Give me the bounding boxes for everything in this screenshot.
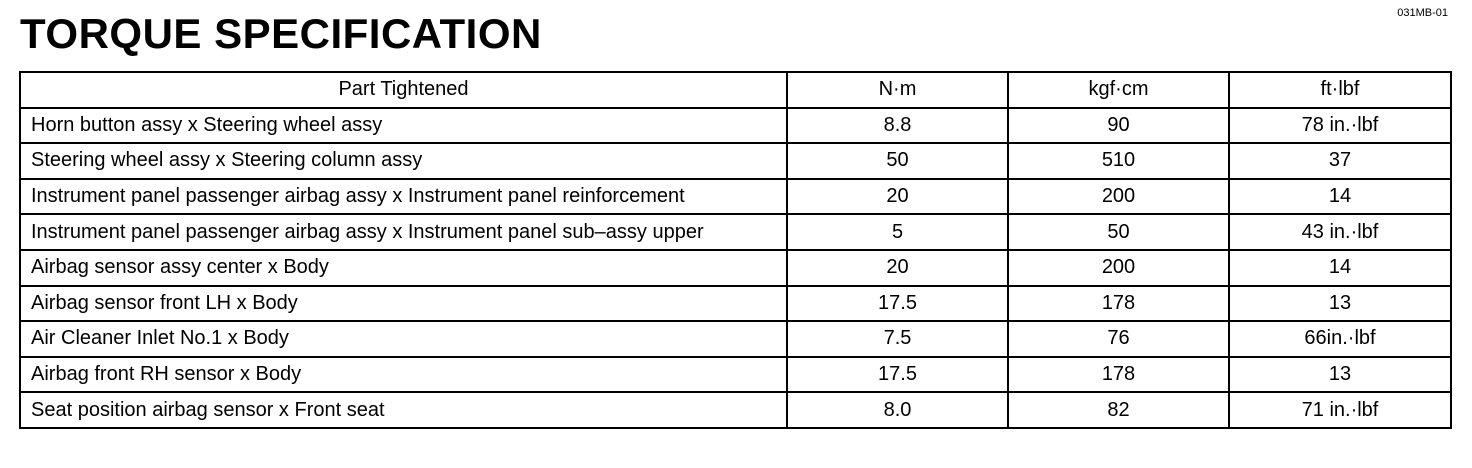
nm-cell: 17.5 bbox=[787, 357, 1008, 393]
kgf-cm-cell: 76 bbox=[1008, 321, 1229, 357]
kgf-cm-cell: 200 bbox=[1008, 179, 1229, 215]
ft-lbf-cell: 71 in.·lbf bbox=[1229, 392, 1451, 428]
nm-cell: 5 bbox=[787, 214, 1008, 250]
kgf-cm-cell: 178 bbox=[1008, 357, 1229, 393]
table-row bbox=[20, 286, 1451, 322]
kgf-cm-cell: 82 bbox=[1008, 392, 1229, 428]
table-row bbox=[20, 392, 1451, 428]
table-body bbox=[20, 108, 1451, 428]
part-cell: Horn button assy x Steering wheel assy bbox=[20, 108, 787, 144]
part-cell: Instrument panel passenger airbag assy x Instrument panel reinforcement bbox=[20, 179, 787, 215]
header-row bbox=[20, 72, 1451, 108]
nm-cell: 8.0 bbox=[787, 392, 1008, 428]
document-code: 031MB-01 bbox=[1397, 7, 1448, 19]
ft-lbf-cell: 43 in.·lbf bbox=[1229, 214, 1451, 250]
nm-cell: 7.5 bbox=[787, 321, 1008, 357]
table-row bbox=[20, 357, 1451, 393]
ft-lbf-cell: 13 bbox=[1229, 357, 1451, 393]
nm-cell: 50 bbox=[787, 143, 1008, 179]
part-cell: Airbag front RH sensor x Body bbox=[20, 357, 787, 393]
nm-cell: 17.5 bbox=[787, 286, 1008, 322]
table-row bbox=[20, 108, 1451, 144]
nm-cell: 20 bbox=[787, 250, 1008, 286]
header-nm: N·m bbox=[787, 72, 1008, 108]
ft-lbf-cell: 13 bbox=[1229, 286, 1451, 322]
part-cell: Air Cleaner Inlet No.1 x Body bbox=[20, 321, 787, 357]
kgf-cm-cell: 50 bbox=[1008, 214, 1229, 250]
part-cell: Airbag sensor front LH x Body bbox=[20, 286, 787, 322]
ft-lbf-cell: 37 bbox=[1229, 143, 1451, 179]
header-kgf-cm: kgf·cm bbox=[1008, 72, 1229, 108]
table-row bbox=[20, 321, 1451, 357]
table-row bbox=[20, 250, 1451, 286]
kgf-cm-cell: 90 bbox=[1008, 108, 1229, 144]
nm-cell: 20 bbox=[787, 179, 1008, 215]
table-row bbox=[20, 143, 1451, 179]
ft-lbf-cell: 14 bbox=[1229, 250, 1451, 286]
header-ft-lbf: ft·lbf bbox=[1229, 72, 1451, 108]
header-part-tightened: Part Tightened bbox=[20, 72, 787, 108]
part-cell: Airbag sensor assy center x Body bbox=[20, 250, 787, 286]
kgf-cm-cell: 200 bbox=[1008, 250, 1229, 286]
ft-lbf-cell: 14 bbox=[1229, 179, 1451, 215]
page-title: TORQUE SPECIFICATION bbox=[20, 10, 542, 57]
part-cell: Steering wheel assy x Steering column assy bbox=[20, 143, 787, 179]
part-cell: Instrument panel passenger airbag assy x Instrument panel sub–assy upper bbox=[20, 214, 787, 250]
kgf-cm-cell: 510 bbox=[1008, 143, 1229, 179]
nm-cell: 8.8 bbox=[787, 108, 1008, 144]
kgf-cm-cell: 178 bbox=[1008, 286, 1229, 322]
torque-spec-table bbox=[19, 71, 1452, 429]
table-row bbox=[20, 179, 1451, 215]
table-row bbox=[20, 214, 1451, 250]
ft-lbf-cell: 78 in.·lbf bbox=[1229, 108, 1451, 144]
ft-lbf-cell: 66in.·lbf bbox=[1229, 321, 1451, 357]
table-header bbox=[20, 72, 1451, 108]
part-cell: Seat position airbag sensor x Front seat bbox=[20, 392, 787, 428]
